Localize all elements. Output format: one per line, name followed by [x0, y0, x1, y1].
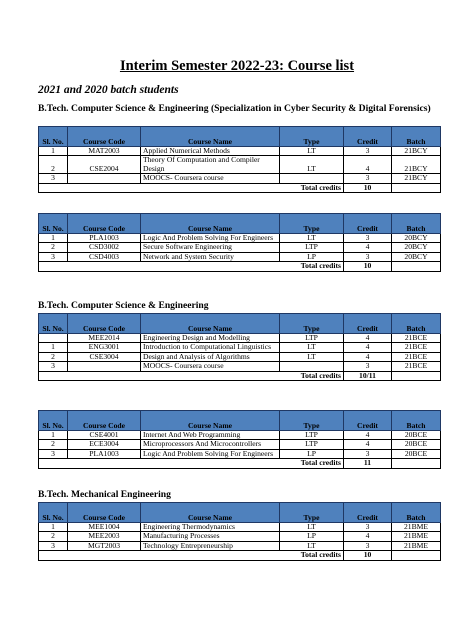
header-course-name: Course Name: [141, 411, 280, 431]
table-row: [39, 174, 441, 183]
cell-course-name: Introduction to Computational Linguistics: [141, 343, 280, 352]
cell-course-name: Manufacturing Processes: [141, 532, 280, 541]
cell-course-name: Secure Software Engineering: [141, 243, 280, 252]
total-empty-cell: [392, 371, 441, 380]
header-batch: Batch: [392, 503, 441, 523]
cell-course-name: MOOCS- Coursera course: [141, 174, 280, 183]
cell-credit: 4: [344, 352, 392, 361]
cell-course-code: [68, 174, 141, 183]
total-credits-label: Total credits: [39, 262, 344, 271]
cell-credit: 3: [344, 541, 392, 550]
course-table-1: [38, 126, 441, 193]
cell-type: LTP: [280, 440, 344, 449]
header-type: Type: [280, 214, 344, 234]
cell-sl-no: 3: [39, 449, 68, 458]
cell-batch: 20BCY: [392, 243, 441, 252]
header-sl-no: Sl. No.: [39, 127, 68, 147]
cell-sl-no: 2: [39, 352, 68, 361]
cell-type: LP: [280, 252, 344, 261]
cell-course-name: Microprocessors And Microcontrollers: [141, 440, 280, 449]
table-row: [39, 243, 441, 252]
cell-credit: 3: [344, 449, 392, 458]
cell-batch: 21BCY: [392, 147, 441, 156]
total-credits-label: Total credits: [39, 371, 344, 380]
cell-batch: 20BCY: [392, 252, 441, 261]
total-empty-cell: [392, 551, 441, 560]
course-table-3: [38, 313, 441, 381]
cell-course-name: Logic And Problem Solving For Engineers: [141, 234, 280, 243]
course-table-2: [38, 213, 441, 272]
cell-course-name: Logic And Problem Solving For Engineers: [141, 449, 280, 458]
cell-type: LT: [280, 343, 344, 352]
header-batch: Batch: [392, 314, 441, 334]
cell-type: [280, 362, 344, 371]
header-course-code: Course Code: [68, 411, 141, 431]
cell-batch: 20BCY: [392, 234, 441, 243]
cell-sl-no: 3: [39, 362, 68, 371]
header-course-name: Course Name: [141, 214, 280, 234]
cell-course-name: Technology Entrepreneurship: [141, 541, 280, 550]
cell-type: LT: [280, 523, 344, 532]
total-row: [39, 262, 441, 271]
cell-course-name: MOOCS- Coursera course: [141, 362, 280, 371]
cell-credit: 4: [344, 334, 392, 343]
cell-batch: 21BCE: [392, 343, 441, 352]
cell-course-code: MEE1004: [68, 523, 141, 532]
total-empty-cell: [392, 459, 441, 468]
total-credits-label: Total credits: [39, 459, 344, 468]
batch-subtitle: 2021 and 2020 batch students: [38, 84, 179, 96]
cell-sl-no: 2: [39, 243, 68, 252]
cell-course-name: Theory Of Computation and Compiler Design: [141, 156, 280, 174]
total-credits-value: 10: [344, 551, 392, 560]
cell-sl-no: 2: [39, 532, 68, 541]
cell-type: LP: [280, 449, 344, 458]
cell-sl-no: 1: [39, 523, 68, 532]
cell-type: LTP: [280, 431, 344, 440]
cell-course-name: Engineering Thermodynamics: [141, 523, 280, 532]
cell-credit: 4: [344, 343, 392, 352]
cell-course-code: MEE2003: [68, 532, 141, 541]
cell-credit: 4: [344, 243, 392, 252]
cell-course-code: [68, 362, 141, 371]
header-course-code: Course Code: [68, 503, 141, 523]
cell-course-name: Applied Numerical Methods: [141, 147, 280, 156]
header-course-name: Course Name: [141, 127, 280, 147]
header-type: Type: [280, 314, 344, 334]
cell-credit: 3: [344, 523, 392, 532]
cell-credit: 3: [344, 362, 392, 371]
course-table-5: [38, 502, 441, 561]
header-batch: Batch: [392, 127, 441, 147]
header-credit: Credit: [344, 411, 392, 431]
cell-batch: 21BME: [392, 532, 441, 541]
cell-type: LT: [280, 156, 344, 174]
section-title-mech: B.Tech. Mechanical Engineering: [38, 489, 171, 500]
cell-sl-no: 1: [39, 343, 68, 352]
table-row: [39, 362, 441, 371]
cell-batch: 21BME: [392, 541, 441, 550]
cell-course-code: ECE3004: [68, 440, 141, 449]
cell-course-code: MGT2003: [68, 541, 141, 550]
header-course-code: Course Code: [68, 214, 141, 234]
cell-type: LTP: [280, 243, 344, 252]
table-header-row: [39, 411, 441, 431]
header-type: Type: [280, 127, 344, 147]
table-row: [39, 541, 441, 550]
cell-course-name: Internet And Web Programming: [141, 431, 280, 440]
header-sl-no: Sl. No.: [39, 314, 68, 334]
cell-sl-no: 1: [39, 234, 68, 243]
total-credits-value: 10: [344, 262, 392, 271]
header-course-code: Course Code: [68, 127, 141, 147]
cell-course-code: MEE2014: [68, 334, 141, 343]
cell-batch: 21BCE: [392, 352, 441, 361]
cell-sl-no: 3: [39, 541, 68, 550]
total-credits-value: 11: [344, 459, 392, 468]
cell-credit: 4: [344, 156, 392, 174]
total-credits-value: 10/11: [344, 371, 392, 380]
cell-type: LT: [280, 541, 344, 550]
header-credit: Credit: [344, 314, 392, 334]
total-row: [39, 459, 441, 468]
total-row: [39, 551, 441, 560]
table-row: [39, 449, 441, 458]
cell-course-code: CSE3004: [68, 352, 141, 361]
cell-batch: 21BCE: [392, 362, 441, 371]
header-type: Type: [280, 503, 344, 523]
table-row: [39, 252, 441, 261]
cell-batch: 20BCE: [392, 431, 441, 440]
table-header-row: [39, 503, 441, 523]
cell-batch: 20BCE: [392, 440, 441, 449]
cell-batch: 21BCY: [392, 174, 441, 183]
header-type: Type: [280, 411, 344, 431]
table-header-row: [39, 314, 441, 334]
cell-course-code: PLA1003: [68, 449, 141, 458]
header-course-code: Course Code: [68, 314, 141, 334]
cell-course-name: Engineering Design and Modelling: [141, 334, 280, 343]
total-empty-cell: [392, 183, 441, 192]
cell-course-name: Network and System Security: [141, 252, 280, 261]
cell-course-code: ENG3001: [68, 343, 141, 352]
header-credit: Credit: [344, 127, 392, 147]
cell-type: LT: [280, 352, 344, 361]
header-credit: Credit: [344, 503, 392, 523]
cell-course-code: CSE2004: [68, 156, 141, 174]
total-row: [39, 183, 441, 192]
cell-batch: 20BCE: [392, 449, 441, 458]
cell-credit: 4: [344, 440, 392, 449]
cell-type: LT: [280, 234, 344, 243]
total-empty-cell: [392, 262, 441, 271]
header-course-name: Course Name: [141, 314, 280, 334]
cell-sl-no: 1: [39, 431, 68, 440]
cell-course-code: CSE4001: [68, 431, 141, 440]
header-batch: Batch: [392, 214, 441, 234]
section-title-cyber: B.Tech. Computer Science & Engineering (Specialization in Cyber Security & Digital Forensics): [38, 103, 431, 114]
cell-type: LTP: [280, 334, 344, 343]
cell-batch: 21BCY: [392, 156, 441, 174]
header-sl-no: Sl. No.: [39, 503, 68, 523]
document-title: Interim Semester 2022-23: Course list: [119, 58, 355, 74]
section-title-cse: B.Tech. Computer Science & Engineering: [38, 300, 209, 311]
header-sl-no: Sl. No.: [39, 214, 68, 234]
cell-sl-no: 3: [39, 252, 68, 261]
total-credits-value: 10: [344, 183, 392, 192]
table-row: [39, 156, 441, 174]
table-row: [39, 352, 441, 361]
cell-sl-no: 2: [39, 440, 68, 449]
header-sl-no: Sl. No.: [39, 411, 68, 431]
table-header-row: [39, 214, 441, 234]
cell-credit: 3: [344, 147, 392, 156]
cell-course-code: PLA1003: [68, 234, 141, 243]
table-row: [39, 343, 441, 352]
cell-course-code: MAT2003: [68, 147, 141, 156]
cell-type: LT: [280, 147, 344, 156]
cell-type: [280, 174, 344, 183]
table-row: [39, 440, 441, 449]
cell-credit: 3: [344, 174, 392, 183]
cell-batch: 21BCE: [392, 334, 441, 343]
total-credits-label: Total credits: [39, 183, 344, 192]
cell-course-name: Design and Analysis of Algorithms: [141, 352, 280, 361]
cell-credit: 3: [344, 234, 392, 243]
cell-course-code: CSD4003: [68, 252, 141, 261]
header-course-name: Course Name: [141, 503, 280, 523]
cell-credit: 4: [344, 532, 392, 541]
table-row: [39, 532, 441, 541]
cell-sl-no: 3: [39, 174, 68, 183]
course-table-4: [38, 410, 441, 469]
table-header-row: [39, 127, 441, 147]
cell-credit: 4: [344, 431, 392, 440]
total-row: [39, 371, 441, 380]
header-credit: Credit: [344, 214, 392, 234]
cell-credit: 3: [344, 252, 392, 261]
total-credits-label: Total credits: [39, 551, 344, 560]
cell-batch: 21BME: [392, 523, 441, 532]
cell-course-code: CSD3002: [68, 243, 141, 252]
header-batch: Batch: [392, 411, 441, 431]
cell-sl-no: 2: [39, 156, 68, 174]
cell-type: LP: [280, 532, 344, 541]
cell-sl-no: 1: [39, 147, 68, 156]
